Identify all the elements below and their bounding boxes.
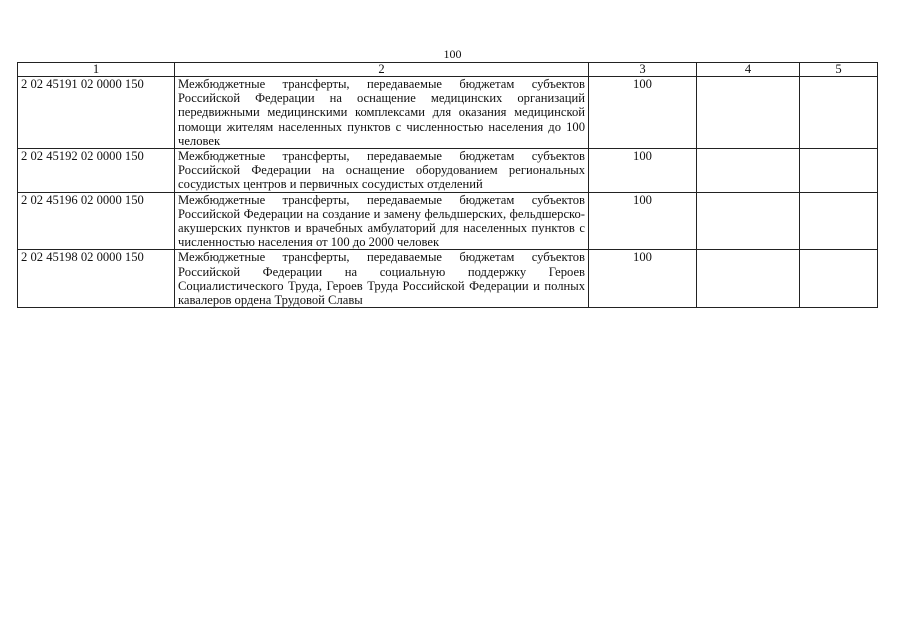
table-row	[18, 77, 878, 149]
page-number: 100	[443, 47, 462, 61]
column-5-value	[800, 77, 878, 149]
column-header-1: 1	[18, 63, 175, 77]
column-header-2: 2	[175, 63, 589, 77]
column-4-value	[697, 149, 800, 193]
column-5-value	[800, 149, 878, 193]
column-header-3: 3	[589, 63, 697, 77]
table-row	[18, 250, 878, 308]
budget-code: 2 02 45196 02 0000 150	[18, 192, 175, 250]
row-description: Межбюджетные трансферты, передаваемые бюджетам субъектов Российской Федерации на создание и замену фельдшерских, фельдшерско-акушерских пунктов и врачебных амбулаторий для населенных пунктов с численностью населения от 100 до 2000 человек	[175, 192, 589, 250]
column-3-value: 100	[589, 77, 697, 149]
row-description: Межбюджетные трансферты, передаваемые бюджетам субъектов Российской Федерации на социальную поддержку Героев Социалистического Труда, Героев Труда Российской Федерации и полных кавалеров ордена Трудовой Славы	[175, 250, 589, 308]
column-4-value	[697, 250, 800, 308]
column-4-value	[697, 77, 800, 149]
budget-code: 2 02 45192 02 0000 150	[18, 149, 175, 193]
column-header-5: 5	[800, 63, 878, 77]
budget-table	[17, 62, 878, 308]
budget-code: 2 02 45191 02 0000 150	[18, 77, 175, 149]
column-5-value	[800, 192, 878, 250]
header-row	[18, 63, 878, 77]
row-description: Межбюджетные трансферты, передаваемые бюджетам субъектов Российской Федерации на оснащение оборудованием региональных сосудистых центров и первичных сосудистых отделений	[175, 149, 589, 193]
column-header-4: 4	[697, 63, 800, 77]
column-3-value: 100	[589, 250, 697, 308]
column-3-value: 100	[589, 192, 697, 250]
column-3-value: 100	[589, 149, 697, 193]
column-4-value	[697, 192, 800, 250]
table-row	[18, 149, 878, 193]
table-row	[18, 192, 878, 250]
budget-code: 2 02 45198 02 0000 150	[18, 250, 175, 308]
row-description: Межбюджетные трансферты, передаваемые бюджетам субъектов Российской Федерации на оснащение медицинских организаций передвижными медицинскими комплексами для оказания медицинской помощи жителям населенных пунктов с численностью населения до 100 человек	[175, 77, 589, 149]
column-5-value	[800, 250, 878, 308]
